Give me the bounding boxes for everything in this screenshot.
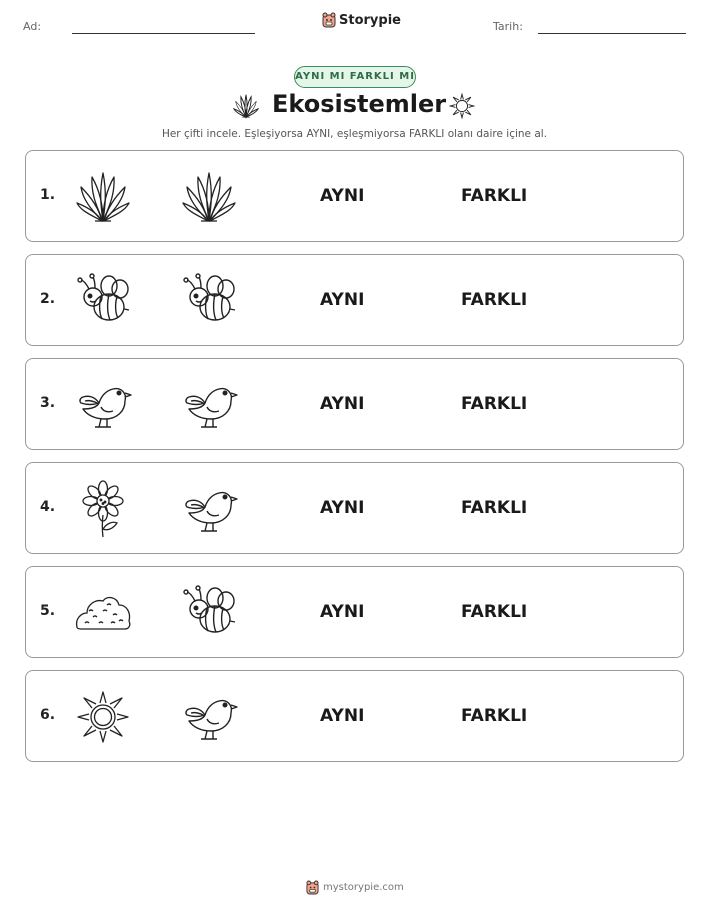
option-different[interactable]: FARKLI [461,706,528,726]
bee-icon [179,583,239,643]
option-same[interactable]: AYNI [320,602,365,622]
brand-logo [322,12,401,28]
sun-icon [73,687,133,747]
storypie-icon [322,12,336,28]
bee-icon [179,271,239,331]
question-number: 6. [40,707,56,723]
page-title: Ekosistemler [272,90,447,118]
question-row-1 [25,150,684,242]
brand-name: Storypie [339,12,401,28]
worksheet-type-tag: AYNI MI FARKLI MI [294,66,416,88]
option-same[interactable]: AYNI [320,706,365,726]
footer-url[interactable]: mystorypie.com [323,882,404,893]
plant-icon [179,167,239,227]
name-line [72,33,255,34]
bush-icon [73,583,133,643]
bee-icon [179,271,239,331]
instructions: Her çifti incele. Eşleşiyorsa AYNI, eşleşmiyorsa FARKLI olanı daire içine al. [161,128,548,140]
option-different[interactable]: FARKLI [461,186,528,206]
bee-icon [179,583,239,643]
bird-icon [179,479,239,539]
bee-icon [73,271,133,331]
question-number: 5. [40,603,56,619]
bird-icon [179,687,239,747]
bird-icon [179,687,239,747]
question-row-5 [25,566,684,658]
option-same[interactable]: AYNI [320,290,365,310]
plant-icon [73,167,133,227]
title-plant-icon [232,90,260,122]
storypie-icon [306,880,319,895]
flower-icon [73,479,133,539]
option-different[interactable]: FARKLI [461,290,528,310]
option-same[interactable]: AYNI [320,394,365,414]
date-line [538,33,686,34]
title-sun-icon [448,92,476,120]
option-different[interactable]: FARKLI [461,394,528,414]
option-same[interactable]: AYNI [320,186,365,206]
question-number: 2. [40,291,56,307]
bird-icon [179,479,239,539]
question-row-3 [25,358,684,450]
plant-icon [179,167,239,227]
sun-icon [73,687,133,747]
question-number: 1. [40,187,56,203]
option-different[interactable]: FARKLI [461,498,528,518]
question-row-6 [25,670,684,762]
footer [306,880,404,895]
bird-icon [179,375,239,435]
bird-icon [73,375,133,435]
question-row-2 [25,254,684,346]
name-label: Ad: [23,20,42,33]
date-label: Tarih: [493,20,523,33]
option-same[interactable]: AYNI [320,498,365,518]
question-row-4 [25,462,684,554]
bird-icon [179,375,239,435]
question-number: 4. [40,499,56,515]
bee-icon [73,271,133,331]
bush-icon [73,583,133,643]
flower-icon [73,479,133,539]
option-different[interactable]: FARKLI [461,602,528,622]
plant-icon [73,167,133,227]
question-number: 3. [40,395,56,411]
bird-icon [73,375,133,435]
